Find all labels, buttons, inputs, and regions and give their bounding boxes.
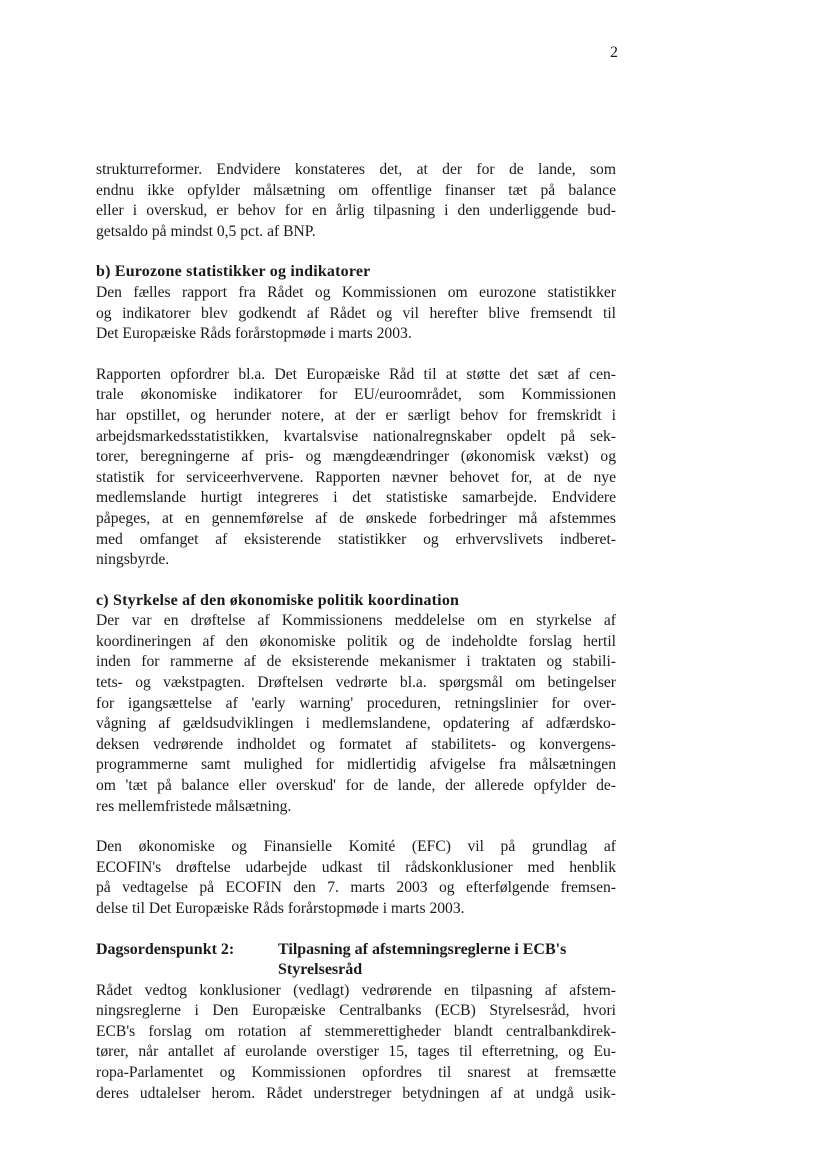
text-line: og indikatorer blev godkendt af Rådet og vil herefter blive fremsendt til: [96, 304, 616, 322]
text-line: for igangsættelse af 'early warning' proceduren, retningslinier for over-: [96, 694, 616, 712]
text-line: statistik for serviceerhvervene. Rapporten nævner behovet for, at de nye: [96, 468, 616, 486]
text-line: deres udtalelser herom. Rådet understreger betydningen af at undgå usik-: [96, 1084, 616, 1102]
text-line: Det Europæiske Råds forårstopmøde i marts 2003.: [96, 325, 412, 343]
text-line: tører, når antallet af eurolande overstiger 15, tages til efterretning, og Eu-: [96, 1043, 616, 1061]
text-line: trale økonomiske indikatorer for EU/euroområdet, som Kommissionen: [96, 386, 616, 404]
agenda-title-line: Tilpasning af afstemningsreglerne i ECB's: [278, 940, 567, 958]
text-line: inden for rammerne af de eksisterende mekanismer i traktaten og stabili-: [96, 653, 616, 671]
page-number: 2: [610, 44, 618, 61]
text-line: medlemslande hurtigt integreres i det statistiske samarbejde. Endvidere: [96, 489, 616, 507]
section-b-heading: b) Eurozone statistikker og indikatorer: [96, 263, 371, 281]
text-line: ECB's forslag om rotation af stemmerettigheder blandt centralbankdirek-: [96, 1022, 616, 1040]
text-line: delse til Det Europæiske Råds forårstopmøde i marts 2003.: [96, 900, 465, 917]
document-body: [96, 160, 616, 1104]
text-line: ropa-Parlamentet og Kommissionen opfordres til snarest at fremsætte: [96, 1063, 616, 1081]
text-line: endnu ikke opfylder målsætning om offentlige finanser tæt på balance: [96, 181, 616, 199]
text-line: om 'tæt på balance eller overskud' for de lande, der allerede opfylder de-: [96, 777, 616, 795]
text-line: Den fælles rapport fra Rådet og Kommissionen om eurozone statistikker: [96, 283, 616, 301]
text-line: på vedtagelse på ECOFIN den 7. marts 2003 og efterfølgende fremsen-: [96, 879, 616, 897]
text-line: res mellemfristede målsætning.: [96, 797, 292, 815]
text-line: torer, beregningerne af pris- og mængdeændringer (økonomisk vækst) og: [96, 448, 616, 466]
agenda-item-heading: [96, 940, 616, 981]
agenda-item-title: [278, 940, 638, 981]
text-line: arbejdsmarkedsstatistikken, kvartalsvise nationalregnskaber opdelt på sek-: [96, 427, 616, 445]
text-line: vågning af gældsudviklingen i medlemslandene, opdatering af adfærdsko-: [96, 715, 616, 733]
text-line: med omfanget af eksisterende statistikker og erhvervslivets indberet-: [96, 530, 616, 548]
text-line: ningsbyrde.: [96, 551, 170, 569]
agenda-title-line: Styrelsesråd: [278, 961, 363, 979]
text-line: Rapporten opfordrer bl.a. Det Europæiske Råd til at støtte det sæt af cen-: [96, 365, 616, 383]
text-line: programmerne samt mulighed for midlertidig afvigelse fra målsætningen: [96, 756, 616, 774]
agenda-item-label: Dagsordenspunkt 2:: [96, 940, 235, 958]
text-line: Den økonomiske og Finansielle Komité (EFC) vil på grundlag af: [96, 838, 616, 856]
text-line: ECOFIN's drøftelse udarbejde udkast til rådskonklusioner med henblik: [96, 858, 616, 876]
text-line: påpeges, at en gennemførelse af de ønskede forbedringer må afstemmes: [96, 509, 616, 527]
text-line: eller i overskud, er behov for en årlig tilpasning i den underliggende bud-: [96, 202, 616, 220]
section-c-heading: c) Styrkelse af den økonomiske politik koordination: [96, 591, 460, 609]
text-line: deksen vedrørende indholdet og formatet af stabilitets- og konvergens-: [96, 735, 616, 753]
text-line: getsaldo på mindst 0,5 pct. af BNP.: [96, 222, 316, 240]
text-line: strukturreformer. Endvidere konstateres det, at der for de lande, som: [96, 161, 616, 178]
text-line: ningsreglerne i Den Europæiske Centralbanks (ECB) Styrelsesråd, hvori: [96, 1002, 616, 1020]
text-line: tets- og vækstpagten. Drøftelsen vedrørte bl.a. spørgsmål om betingelser: [96, 674, 616, 692]
text-line: Der var en drøftelse af Kommissionens meddelelse om en styrkelse af: [96, 612, 616, 630]
text-line: Rådet vedtog konklusioner (vedlagt) vedrørende en tilpasning af afstem-: [96, 981, 616, 999]
text-line: koordineringen af den økonomiske politik og de indeholdte forslag hertil: [96, 632, 616, 650]
text-line: har opstillet, og herunder notere, at der er særligt behov for fremskridt i: [96, 406, 616, 424]
